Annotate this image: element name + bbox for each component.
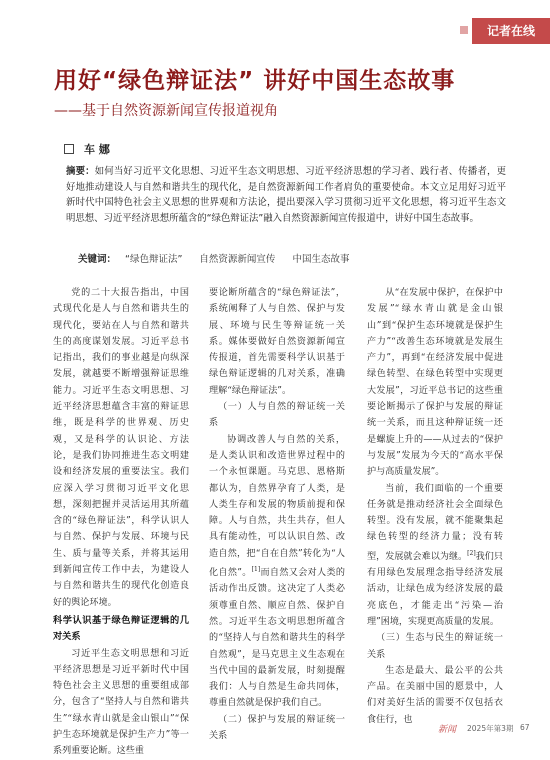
subsection-heading: （三）生态与民生的辩证统一关系: [367, 633, 503, 660]
paragraph: [209, 432, 345, 712]
keyword-item: “绿色辩证法”: [125, 254, 183, 265]
author-square-icon: [64, 144, 74, 154]
author-line: [64, 141, 110, 157]
keyword-item: 中国生态故事: [292, 254, 350, 265]
body-column-1: [53, 285, 189, 760]
section-tab-label: 记者在线: [486, 24, 535, 38]
keywords: [78, 251, 363, 265]
paragraph-text: 当前，我们面临的一个重要任务就是推动经济社会全面绿色转型。没有发展，就不能聚集起绿色转型的经济力量；没有转型，发展就会难以为继。: [367, 483, 503, 562]
page-footer: [0, 722, 550, 738]
abstract-text: 如何当好习近平文化思想、习近平生态文明思想、习近平经济思想的学习者、践行者、传播者，更好地推动建设人与自然和谐共生的现代化，是自然资源新闻工作者肩负的重要使命。本文立足用好习近平新时代中国特色社会主义思想的世界观和方法论，提出要深入学习贯彻习近平文化思想，将习近平生态文明思想、习近平经济思想所蕴含的“绿色辩证法”融入自然资源新闻宣传报道中，讲好中国生态故事。: [66, 166, 506, 224]
paragraph: 从“在发展中保护，在保护中发展”“绿水青山就是金山银山”到“保护生态环境就是保护生产力”“改善生态环境就是发展生产力”，再到“在经济发展中促进绿色转型、在绿色转型中实现更大发展”，习近平总书记的这些重要论断揭示了保护与发展的辩证统一关系，而且这种辩证统一还是螺旋上升的——从过去的“保护与发展”发展为今天的“高水平保护与高质量发展”。: [367, 288, 503, 478]
keywords-lead: 关键词：: [78, 254, 117, 265]
section-tab: [472, 18, 550, 44]
article-subtitle: ——基于自然资源新闻宣传报道视角: [54, 103, 278, 119]
abstract: [66, 164, 506, 226]
paragraph-text: 协调改善人与自然的关系，是人类认识和改造世界过程中的一个永恒课题。马克思、恩格斯都认为，自然界孕育了人类，是人类生存和发展的物质前提和保障。人与自然，共生共存，但人具有能动性，可以认识自然、改造自然，把“自在自然”转化为“人化自然”。: [209, 434, 345, 579]
page-number: 67: [520, 723, 530, 732]
paragraph: [367, 481, 503, 631]
body-column-3: [367, 285, 503, 728]
abstract-lead: 摘要：: [66, 166, 95, 177]
keyword-item: 自然资源新闻宣传: [199, 254, 276, 265]
paragraph-text: 而自然又会对人类的活动作出反馈。这决定了人类必须尊重自然、顺应自然、保护自然。习近平生态文明思想所蕴含的“坚持人与自然和谐共生的科学自然观”，是马克思主义生态观在当代中国的最新发展，时刻提醒我们：人与自然是生命共同体，尊重自然就是保护我们自己。: [209, 568, 345, 709]
article-title: 用好“绿色辩证法” 讲好中国生态故事: [54, 68, 456, 94]
author-name: 车 娜: [84, 143, 110, 156]
paragraph: 习近平生态文明思想和习近平经济思想是习近平新时代中国特色社会主义思想的重要组成部分，包含了“坚持人与自然和谐共生”“绿水青山就是金山银山”“保护生态环境就是保护生产力”等一系列重要论断。这些重: [53, 648, 189, 757]
issue-label: 2025年第3期: [467, 724, 514, 733]
footnote-ref[interactable]: [2]: [467, 549, 476, 557]
paragraph: 生态是最大、最公平的公共产品。在美丽中国的愿景中，人们对美好生活的需要不仅包括衣食住行，也: [367, 665, 503, 725]
body-column-2: [209, 285, 345, 744]
tab-accent-mark: [460, 26, 468, 34]
journal-brand: 新闻: [438, 725, 457, 735]
paragraph: 党的二十大报告指出，中国式现代化是人与自然和谐共生的现代化，要站在人与自然和谐共生的高度谋划发展。习近平总书记指出，我们的事业越是向纵深发展，就越要不断增强辩证思维能力。习近平生态文明思想、习近平经济思想蕴含丰富的辩证思维，既是科学的世界观、历史观，又是科学的认识论、方法论，是我们协同推进生态文明建设和经济发展的重要法宝。我们应深入学习贯彻习近平文化思想，深刻把握并灵活运用其所蕴含的“绿色辩证法”，科学认识人与自然、保护与发展、环境与民生、质与量等关系，并将其运用到新闻宣传工作中去，为建设人与自然和谐共生的现代化创造良好的舆论环境。: [53, 288, 189, 608]
section-heading: 科学认识基于绿色辩证逻辑的几对关系: [53, 614, 189, 643]
footnote-ref[interactable]: [1]: [251, 566, 261, 574]
paragraph-text: 我们只有用绿色发展理念指导经济发展活动，让绿色成为经济发展的最亮底色，才能走出“污染—治理”困境，实现更高质量的发展。: [367, 551, 503, 627]
paragraph: 要论断所蕴含的“绿色辩证法”，系统阐释了人与自然、保护与发展、环境与民生等辩证统一关系。媒体要做好自然资源新闻宣传报道，首先需要科学认识基于绿色辩证逻辑的几对关系，准确理解“绿色辩证法”。: [209, 288, 345, 396]
subsection-heading: （二）保护与发展的辩证统一关系: [209, 714, 345, 742]
subsection-heading: （一）人与自然的辩证统一关系: [209, 402, 345, 429]
